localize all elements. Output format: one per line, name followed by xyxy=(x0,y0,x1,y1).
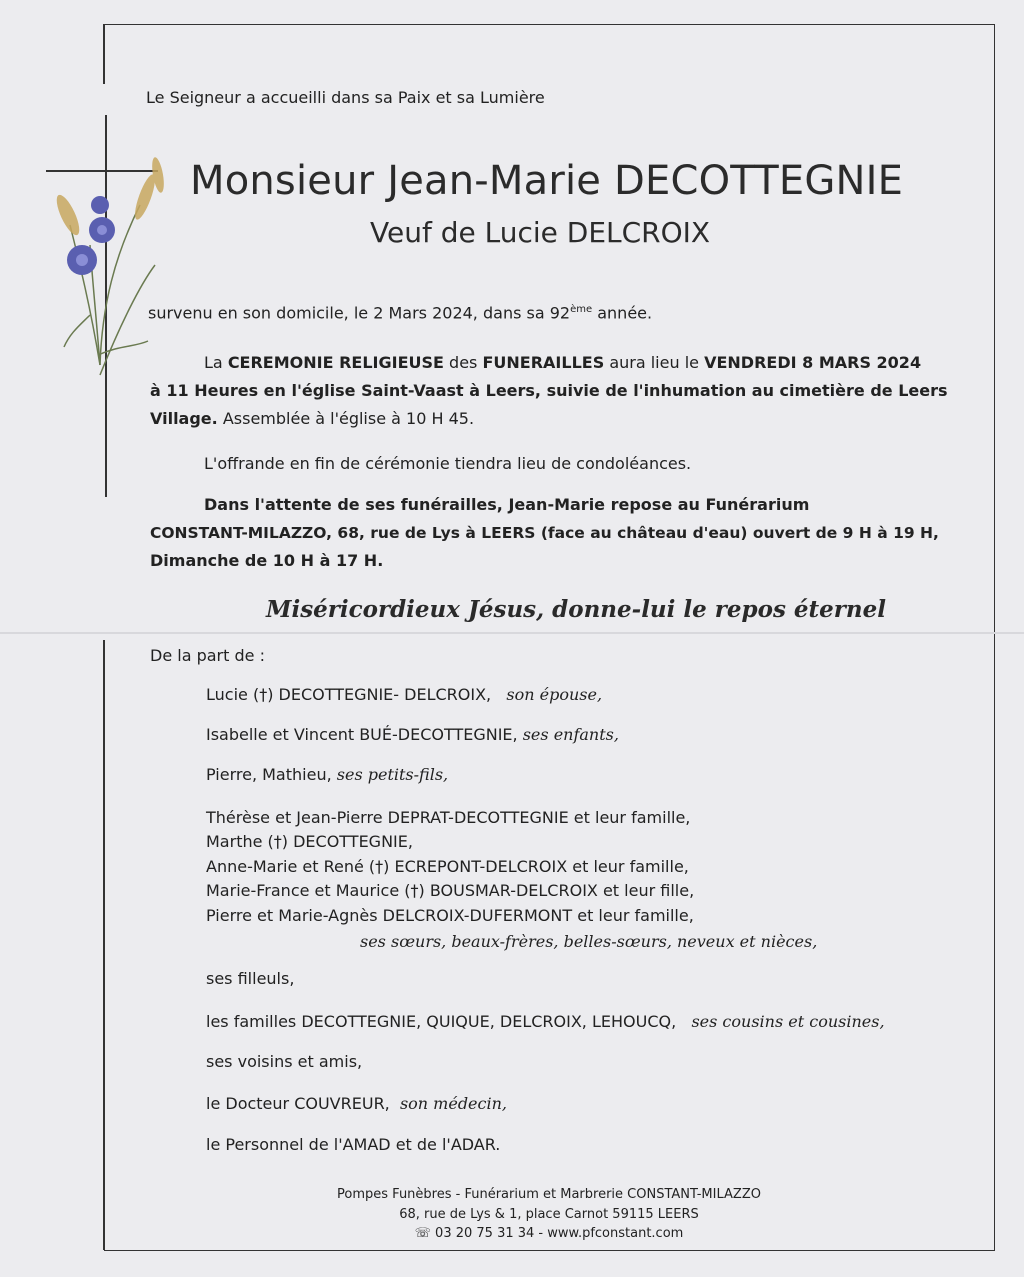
family-line: ses voisins et amis, xyxy=(206,1052,363,1071)
family-line: ses filleuls, xyxy=(206,969,295,988)
family-line: Anne-Marie et René (†) ECREPONT-DELCROIX et leur famille, xyxy=(206,857,689,876)
ceremony-line-2: à 11 Heures en l'église Saint-Vaast à Leers, suivie de l'inhumation au cimetière de Leers xyxy=(150,381,948,400)
border-left-bottom xyxy=(103,640,105,1250)
f10r: ses cousins et cousines, xyxy=(691,1012,885,1031)
intro-text: Le Seigneur a accueilli dans sa Paix et sa Lumière xyxy=(146,88,545,107)
f10: les familles DECOTTEGNIE, QUIQUE, DELCROIX, LEHOUCQ, xyxy=(206,1012,677,1031)
family-line xyxy=(206,681,602,709)
visit-line-1: Dans l'attente de ses funérailles, Jean-Marie repose au Funérarium xyxy=(204,495,810,514)
c1a: La xyxy=(204,353,228,372)
c1b: CEREMONIE RELIGIEUSE xyxy=(227,353,444,372)
death-text: survenu en son domicile, le 2 Mars 2024, dans sa 92 xyxy=(148,303,571,323)
c1f: VENDREDI 8 MARS 2024 xyxy=(704,353,922,372)
offering-text: L'offrande en fin de cérémonie tiendra lieu de condoléances. xyxy=(204,454,692,473)
footer-line-1: Pompes Funèbres - Funérarium et Marbrerie CONSTANT-MILAZZO xyxy=(337,1187,761,1202)
ceremony-line-3 xyxy=(150,405,474,433)
from-label: De la part de : xyxy=(150,646,265,665)
f1: Lucie (†) DECOTTEGNIE- DELCROIX, xyxy=(206,685,492,704)
death-line xyxy=(148,296,652,327)
f3: Pierre, Mathieu, xyxy=(206,765,332,784)
family-line: le Personnel de l'AMAD et de l'ADAR. xyxy=(206,1135,501,1154)
f12: le Docteur COUVREUR, xyxy=(206,1094,390,1113)
family-line: Marie-France et Maurice (†) BOUSMAR-DELCROIX et leur fille, xyxy=(206,881,695,900)
footer-line-3 xyxy=(104,1226,994,1241)
motto: Miséricordieux Jésus, donne-lui le repos éternel xyxy=(266,596,887,623)
ceremony-line-1 xyxy=(204,349,921,377)
f12r: son médecin, xyxy=(399,1094,507,1113)
visit-line-3: Dimanche de 10 H à 17 H. xyxy=(150,551,384,570)
family-line: Marthe (†) DECOTTEGNIE, xyxy=(206,832,413,851)
family-line xyxy=(206,761,448,789)
c1c: des xyxy=(443,353,483,372)
deceased-name: Monsieur Jean-Marie DECOTTEGNIE xyxy=(190,158,904,204)
family-line: Pierre et Marie-Agnès DELCROIX-DUFERMONT et leur famille, xyxy=(206,906,694,925)
footer-line-2: 68, rue de Lys & 1, place Carnot 59115 LEERS xyxy=(399,1207,699,1222)
c1d: FUNERAILLES xyxy=(482,353,605,372)
phone-icon: ☏ xyxy=(414,1226,436,1241)
c3b: Assemblée à l'église à 10 H 45. xyxy=(217,409,475,428)
family-line: Thérèse et Jean-Pierre DEPRAT-DECOTTEGNIE et leur famille, xyxy=(206,808,691,827)
f2: Isabelle et Vincent BUÉ-DECOTTEGNIE, xyxy=(206,725,518,744)
family-line: ses sœurs, beaux-frères, belles-sœurs, neveux et nièces, xyxy=(360,932,818,951)
widow-text: Veuf de Lucie DELCROIX xyxy=(370,216,711,249)
visit-line-2: CONSTANT-MILAZZO, 68, rue de Lys à LEERS (face au château d'eau) ouvert de 9 H à 19 H, xyxy=(150,524,939,542)
f1r: son épouse, xyxy=(506,685,603,704)
family-line xyxy=(206,1008,885,1036)
family-line xyxy=(206,721,619,749)
f3r: ses petits-fils, xyxy=(336,765,449,784)
c3a: Village. xyxy=(150,409,218,428)
death-sup: ème xyxy=(570,304,593,315)
family-line xyxy=(206,1090,507,1118)
fold-line xyxy=(0,632,1024,634)
f2r: ses enfants, xyxy=(522,725,619,744)
footer-contact: 03 20 75 31 34 - www.pfconstant.com xyxy=(435,1226,684,1241)
border-left-top xyxy=(103,24,105,84)
c1e: aura lieu le xyxy=(604,353,705,372)
death-post: année. xyxy=(592,303,653,323)
